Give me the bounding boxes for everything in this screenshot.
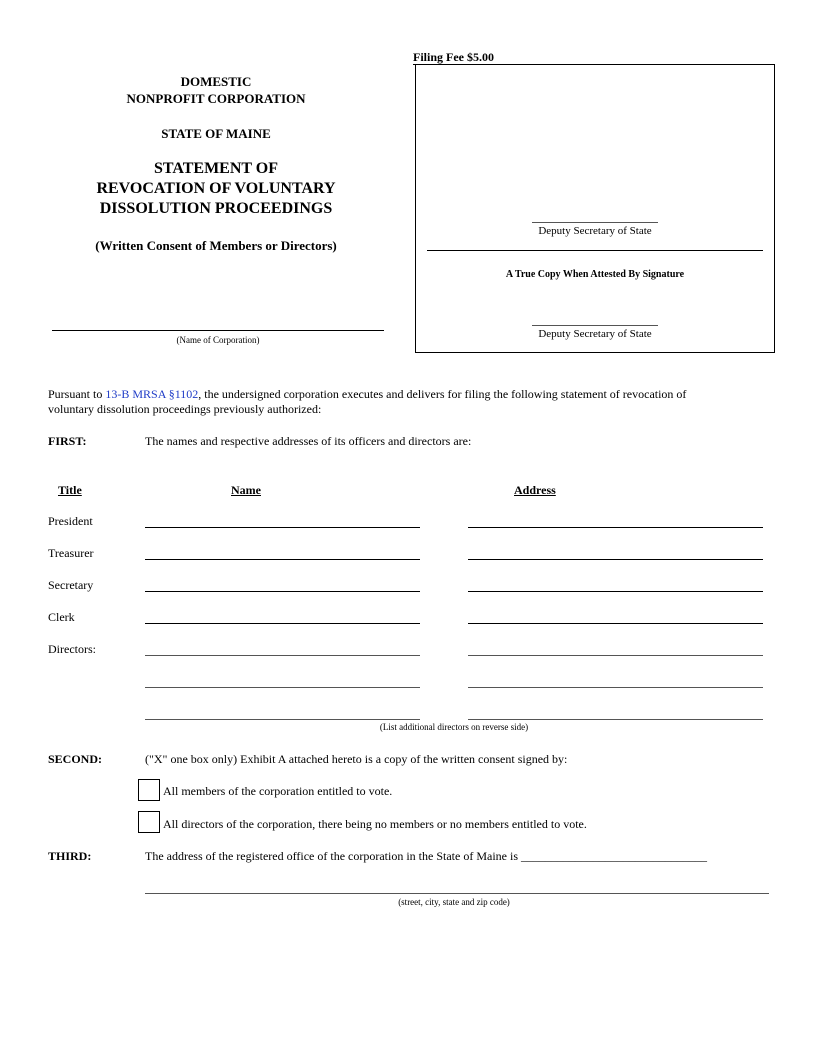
- third-label: THIRD:: [48, 849, 92, 863]
- members-option-label: All members of the corporation entitled to vote.: [163, 784, 393, 798]
- filing-box: [415, 64, 775, 353]
- filing-box-divider: [427, 250, 763, 251]
- intro-paragraph: [48, 386, 770, 402]
- intro-pre: Pursuant to: [48, 387, 106, 401]
- subtitle: (Written Consent of Members or Directors): [95, 238, 337, 253]
- third-text-body: The address of the registered office of the corporation in the State of Maine is: [145, 849, 518, 863]
- corporation-name-line[interactable]: [52, 330, 384, 331]
- president-address-field[interactable]: [468, 527, 763, 528]
- deputy-label-1: Deputy Secretary of State: [538, 225, 652, 237]
- true-copy-text: A True Copy When Attested By Signature: [505, 269, 685, 280]
- row-label-treasurer: Treasurer: [48, 546, 94, 560]
- deputy-signature-line-2[interactable]: [532, 325, 658, 326]
- row-label-clerk: Clerk: [48, 610, 75, 624]
- header-nonprofit: NONPROFIT CORPORATION: [126, 91, 306, 106]
- treasurer-name-field[interactable]: [145, 559, 420, 560]
- president-name-field[interactable]: [145, 527, 420, 528]
- title-line-3: DISSOLUTION PROCEEDINGS: [99, 200, 333, 217]
- intro-post: , the undersigned corporation executes and delivers for filing the following statement of revocation of: [198, 387, 687, 401]
- statute-link[interactable]: 13-B MRSA §1102: [105, 387, 199, 401]
- intro-line-2: voluntary dissolution proceedings previously authorized:: [48, 402, 322, 416]
- title-line-1: STATEMENT OF: [153, 160, 279, 177]
- first-label: FIRST:: [48, 434, 87, 448]
- row-label-directors: Directors:: [48, 642, 96, 656]
- clerk-address-field[interactable]: [468, 623, 763, 624]
- row-label-secretary: Secretary: [48, 578, 94, 592]
- director-3-address-field[interactable]: [468, 719, 763, 720]
- second-label: SECOND:: [48, 752, 103, 766]
- third-text: [145, 849, 707, 864]
- director-2-name-field[interactable]: [145, 687, 420, 688]
- additional-directors-note: (List additional directors on reverse side): [379, 722, 529, 732]
- title-line-2: REVOCATION OF VOLUNTARY: [96, 180, 336, 197]
- col-title-header: [58, 483, 82, 498]
- col-address-text: Address: [514, 483, 556, 497]
- row-label-president: President: [48, 514, 93, 528]
- secretary-address-field[interactable]: [468, 591, 763, 592]
- first-text: The names and respective addresses of its officers and directors are:: [145, 434, 472, 448]
- deputy-label-2: Deputy Secretary of State: [538, 328, 652, 340]
- clerk-name-field[interactable]: [145, 623, 420, 624]
- secretary-name-field[interactable]: [145, 591, 420, 592]
- director-2-address-field[interactable]: [468, 687, 763, 688]
- directors-option-label: All directors of the corporation, there being no members or no members entitled to vote.: [163, 817, 587, 831]
- col-name-text: Name: [231, 483, 261, 497]
- header-state: STATE OF MAINE: [161, 126, 271, 141]
- members-checkbox[interactable]: [138, 779, 160, 801]
- director-3-name-field[interactable]: [145, 719, 420, 720]
- filing-fee: Filing Fee $5.00: [413, 50, 494, 64]
- director-1-address-field[interactable]: [468, 655, 763, 656]
- address-note: (street, city, state and zip code): [398, 897, 510, 907]
- header-domestic: DOMESTIC: [180, 74, 252, 89]
- corporation-name-label: (Name of Corporation): [176, 335, 260, 345]
- registered-office-address-field[interactable]: [145, 893, 769, 894]
- col-name-header: [231, 483, 261, 498]
- col-title-text: Title: [58, 483, 82, 497]
- registered-office-blank[interactable]: _______________________________: [520, 849, 707, 863]
- directors-checkbox[interactable]: [138, 811, 160, 833]
- director-1-name-field[interactable]: [145, 655, 420, 656]
- second-text: ("X" one box only) Exhibit A attached hereto is a copy of the written consent signed by:: [145, 752, 568, 766]
- treasurer-address-field[interactable]: [468, 559, 763, 560]
- deputy-signature-line-1[interactable]: [532, 222, 658, 223]
- col-address-header: [514, 483, 556, 498]
